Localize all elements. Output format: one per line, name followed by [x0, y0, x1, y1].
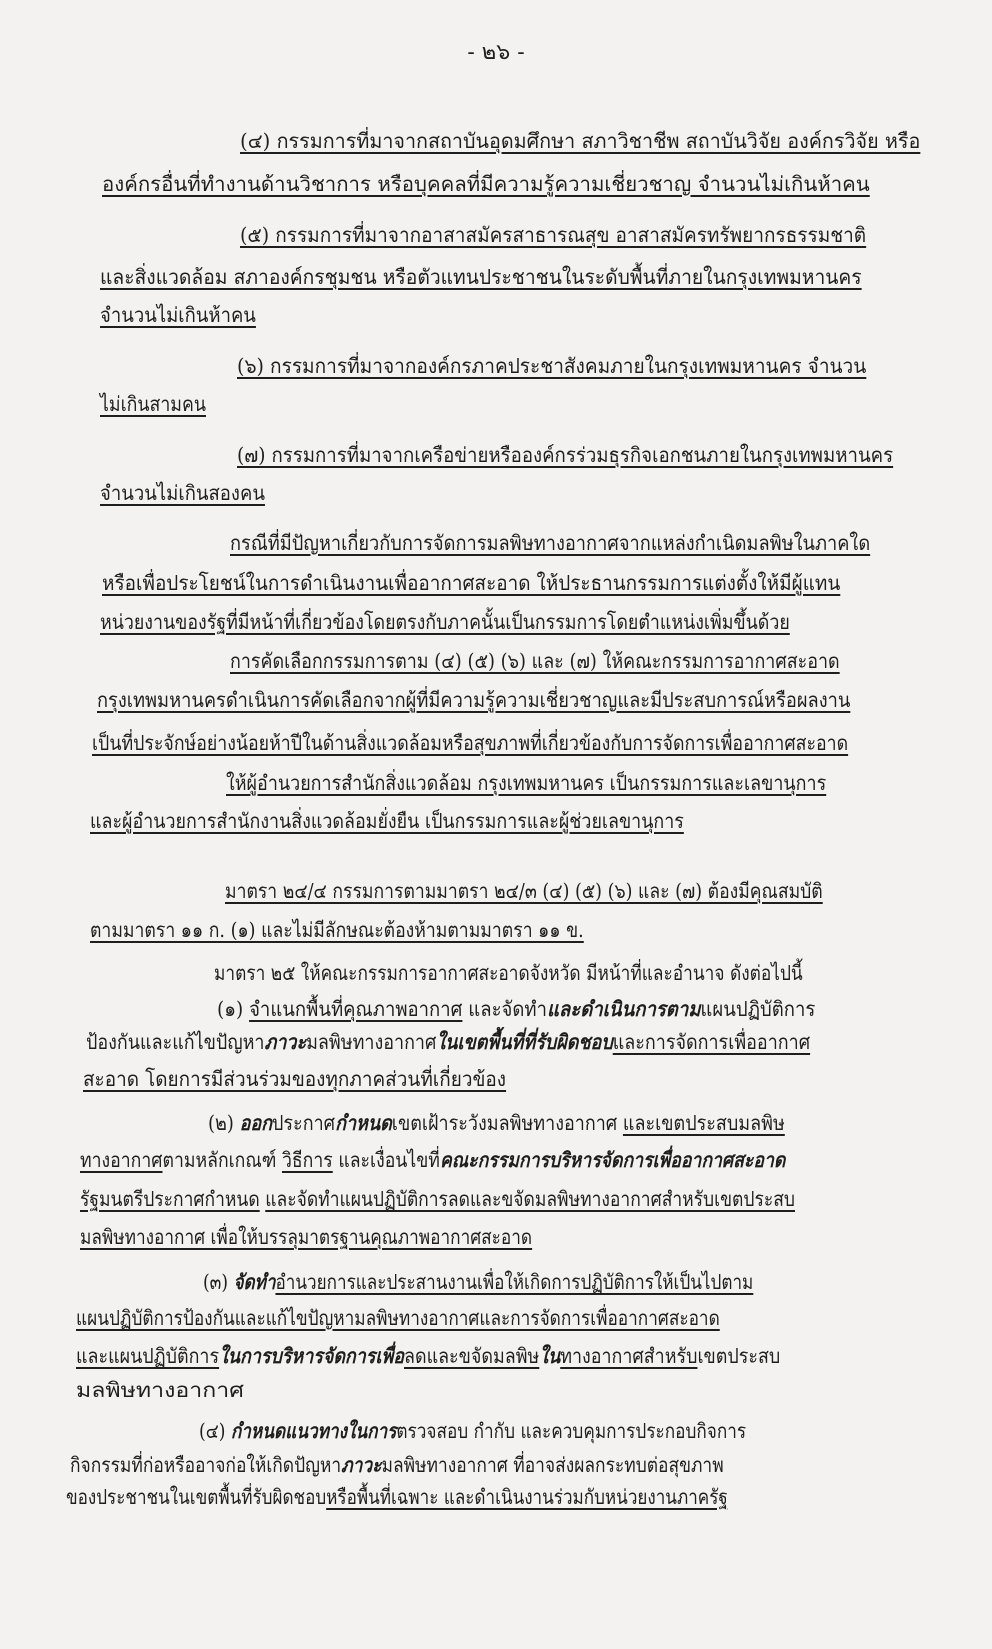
text-line — [80, 1186, 795, 1212]
text-segment: มลพิษทางอากาศ — [306, 1030, 437, 1054]
emphasized-text: ใน — [539, 1344, 561, 1368]
text-line — [100, 391, 206, 417]
text-segment: ตามมาตรา ๑๑ ก. (๑) และไม่มีลักษณะต้องห้ามตามมาตรา ๑๑ ข. — [90, 918, 584, 942]
emphasized-text: จัดทำ — [233, 1270, 276, 1294]
text-segment: และจัดทำ — [462, 997, 547, 1021]
text-line — [230, 530, 870, 556]
text-line — [76, 1305, 720, 1331]
text-segment: (๔) กรรมการที่มาจากสถาบันอุดมศึกษา สภาวิชาชีพ สถาบันวิจัย องค์กรวิจัย หรือ — [240, 129, 921, 153]
text-segment: แผนปฏิบัติการป้องกันและแก้ไขปัญหามลพิษทางอากาศและการจัดการเพื่ออากาศสะอาด — [76, 1306, 720, 1330]
text-line — [90, 808, 684, 834]
text-segment: และการจัดการเพื่ออากาศ — [612, 1030, 811, 1054]
text-segment: อำนวยการและประสานงานเพื่อให้เกิดการปฏิบัติการให้เป็นไปตาม — [275, 1270, 754, 1294]
text-segment: มาตรา ๒๕ ให้คณะกรรมการอากาศสะอาดจังหวัด มีหน้าที่และอำนาจ ดังต่อไปนี้ — [214, 961, 803, 985]
text-line — [92, 730, 848, 756]
text-segment: ประกาศ — [272, 1111, 336, 1135]
text-segment: ตามหลักเกณฑ์ — [162, 1148, 282, 1172]
text-line — [237, 442, 893, 468]
text-segment: (๕) กรรมการที่มาจากอาสาสมัครสาธารณสุข อาสาสมัครทรัพยากรธรรมชาติ — [240, 223, 867, 247]
emphasized-text: ภาวะ — [341, 1453, 382, 1477]
emphasized-text: ในเขตพื้นที่ที่รับผิดชอบ — [436, 1030, 613, 1054]
text-segment: มลพิษทางอากาศ — [76, 1378, 244, 1402]
text-segment: ไม่เกินสามคน — [100, 392, 206, 416]
emphasized-text: ในการบริหารจัดการเพื่อ — [219, 1344, 405, 1368]
text-line — [100, 264, 862, 290]
text-segment: กรณีที่มีปัญหาเกี่ยวกับการจัดการมลพิษทางอากาศจากแหล่งกำเนิดมลพิษในภาคใด — [230, 531, 871, 555]
page-number: - ๒๖ - — [467, 40, 525, 65]
text-line — [80, 1224, 532, 1250]
text-segment: เขตประสบ — [697, 1344, 781, 1368]
text-segment: ของประชาชนในเขตพื้นที่รับผิดชอบ — [66, 1485, 327, 1509]
text-line — [102, 171, 870, 197]
text-line — [226, 770, 826, 796]
text-line — [90, 917, 584, 943]
text-segment: เป็นที่ประจักษ์อย่างน้อยห้าปีในด้านสิ่งแวดล้อมหรือสุขภาพที่เกี่ยวข้องกับการจัดการเพื่ออากาศสะอาด — [92, 731, 849, 755]
emphasized-text: ออก — [239, 1111, 273, 1135]
text-segment: หน่วยงานของรัฐที่มีหน้าที่เกี่ยวข้องโดยตรงกับภาคนั้นเป็นกรรมการโดยตำแหน่งเพิ่มขึ้นด้วย — [100, 610, 790, 634]
text-line — [217, 996, 815, 1022]
text-segment: (๗) กรรมการที่มาจากเครือข่ายหรือองค์กรร่วมธุรกิจเอกชนภายในกรุงเทพมหานคร — [237, 443, 894, 467]
text-line — [240, 222, 866, 248]
text-segment: การคัดเลือกกรรมการตาม (๔) (๕) (๖) และ (๗) ให้คณะกรรมการอากาศสะอาด — [230, 649, 840, 673]
text-line — [100, 609, 790, 635]
text-segment: ตรวจสอบ กำกับ และควบคุมการประกอบกิจการ — [396, 1419, 747, 1443]
text-segment: วิธีการ — [281, 1148, 333, 1172]
text-segment: ลดและขจัดมลพิษ — [404, 1344, 540, 1368]
text-segment: (๖) กรรมการที่มาจากองค์กรภาคประชาสังคมภายในกรุงเทพมหานคร จำนวน — [237, 354, 867, 378]
text-line — [76, 1377, 244, 1403]
text-segment: จำนวนไม่เกินห้าคน — [100, 303, 256, 327]
text-line — [86, 1029, 810, 1055]
text-line — [230, 648, 840, 674]
emphasized-text: คณะกรรมการบริหารจัดการเพื่ออากาศสะอาด — [439, 1148, 786, 1172]
text-line — [214, 960, 803, 986]
text-line — [76, 1343, 780, 1369]
text-segment: กิจกรรมที่ก่อหรืออาจก่อให้เกิดปัญหา — [70, 1453, 342, 1477]
text-segment: มลพิษทางอากาศ ที่อาจส่งผลกระทบต่อสุขภาพ — [381, 1453, 724, 1477]
text-line — [70, 1452, 724, 1478]
text-segment: จำแนกพื้นที่คุณภาพอากาศ — [249, 997, 463, 1021]
text-segment: (๔) — [199, 1419, 231, 1443]
text-line — [80, 1147, 785, 1173]
text-segment: และจัดทำแผนปฏิบัติการลดและขจัดมลพิษทางอากาศสำหรับเขตประสบ — [265, 1187, 796, 1211]
text-segment: ทางอากาศ — [80, 1148, 163, 1172]
text-segment: ป้องกันและแก้ไขปัญหา — [86, 1030, 265, 1054]
text-segment: กรุงเทพมหานครดำเนินการคัดเลือกจากผู้ที่มีความรู้ความเชี่ยวชาญและมีประสบการณ์หรือผลงาน — [97, 688, 851, 712]
text-segment: หรือพื้นที่เฉพาะ และดำเนินงานร่วมกับหน่วยงานภาครัฐ — [326, 1485, 728, 1509]
text-segment: (๓) — [203, 1270, 234, 1294]
text-segment: รัฐมนตรีประกาศกำหนด — [80, 1187, 260, 1211]
text-segment: มลพิษทางอากาศ เพื่อให้บรรลุมาตรฐานคุณภาพอากาศสะอาด — [80, 1225, 533, 1249]
text-line — [97, 687, 850, 713]
text-line — [208, 1110, 785, 1136]
text-segment: และเขตประสบมลพิษ — [622, 1111, 785, 1135]
text-segment: และผู้อำนวยการสำนักงานสิ่งแวดล้อมยั่งยืน เป็นกรรมการและผู้ช่วยเลขานุการ — [90, 809, 684, 833]
text-line — [100, 480, 265, 506]
emphasized-text: กำหนด — [335, 1111, 392, 1135]
text-line — [203, 1269, 753, 1295]
text-line — [83, 1066, 506, 1092]
text-segment: ให้ผู้อำนวยการสำนักสิ่งแวดล้อม กรุงเทพมหานคร เป็นกรรมการและเลขานุการ — [226, 771, 827, 795]
text-segment: เขตเฝ้าระวังมลพิษทางอากาศ — [391, 1111, 623, 1135]
text-segment: แผนปฏิบัติการ — [700, 997, 816, 1021]
text-line — [225, 878, 823, 904]
text-line — [240, 128, 920, 154]
text-line — [66, 1484, 728, 1510]
text-segment: และสิ่งแวดล้อม สภาองค์กรชุมชน หรือตัวแทนประชาชนในระดับพื้นที่ภายในกรุงเทพมหานคร — [100, 265, 862, 289]
emphasized-text: กำหนดแนวทางในการ — [230, 1419, 397, 1443]
text-segment: องค์กรอื่นที่ทำงานด้านวิชาการ หรือบุคคลที่มีความรู้ความเชี่ยวชาญ จำนวนไม่เกินห้าคน — [102, 172, 870, 196]
emphasized-text: และดำเนินการตาม — [546, 997, 701, 1021]
text-segment: และแผนปฏิบัติการ — [76, 1344, 220, 1368]
text-segment: และเงื่อนไขที่ — [332, 1148, 440, 1172]
text-line — [100, 302, 256, 328]
text-line — [102, 570, 840, 596]
emphasized-text: ภาวะ — [264, 1030, 307, 1054]
text-line — [237, 353, 866, 379]
text-line — [199, 1418, 746, 1444]
text-segment: หรือเพื่อประโยชน์ในการดำเนินงานเพื่ออากาศสะอาด ให้ประธานกรรมการแต่งตั้งให้มีผู้แทน — [102, 571, 841, 595]
text-segment: (๑) — [217, 997, 250, 1021]
text-segment: จำนวนไม่เกินสองคน — [100, 481, 265, 505]
text-segment: มาตรา ๒๔/๔ กรรมการตามมาตรา ๒๔/๓ (๔) (๕) (๖) และ (๗) ต้องมีคุณสมบัติ — [225, 879, 823, 903]
text-segment: สะอาด โดยการมีส่วนร่วมของทุกภาคส่วนที่เกี่ยวข้อง — [83, 1067, 507, 1091]
text-segment: ทางอากาศสำหรับ — [560, 1344, 698, 1368]
text-segment: (๒) — [208, 1111, 240, 1135]
